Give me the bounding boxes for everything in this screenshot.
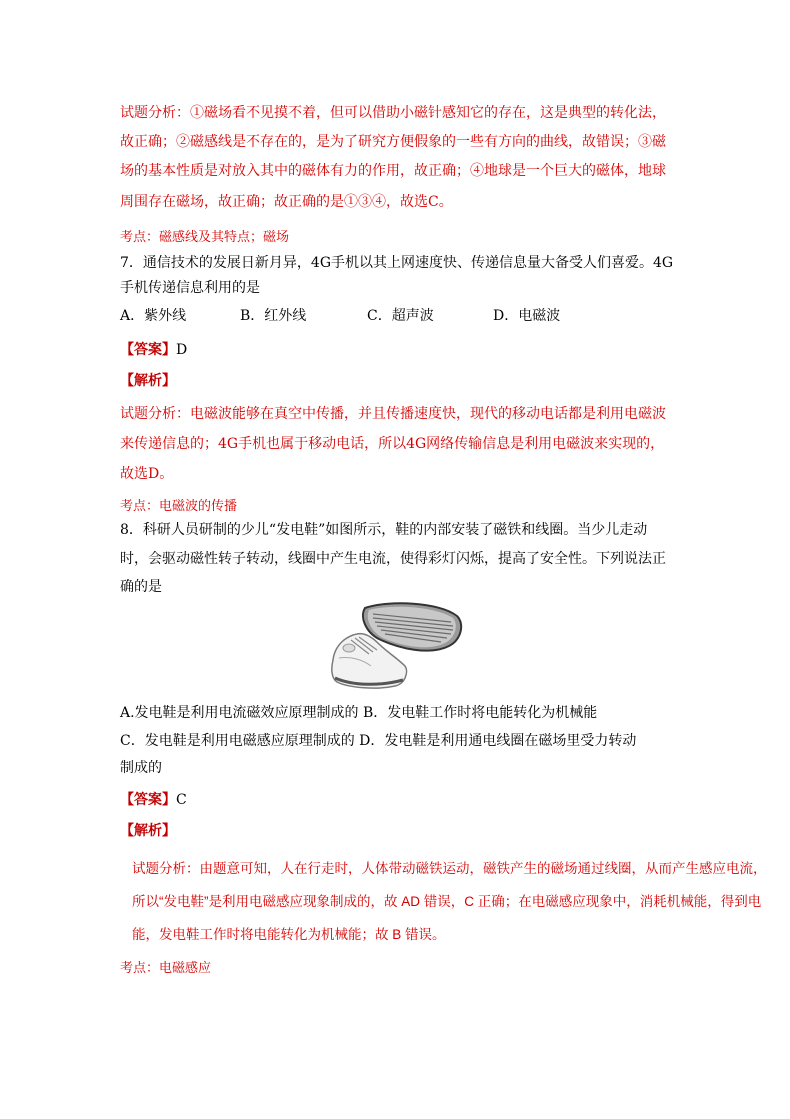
- q6-analysis-line-1: 试题分析：①磁场看不见摸不着，但可以借助小磁针感知它的存在，这是典型的转化法，: [120, 105, 666, 121]
- q7-jiexi-label: 【解析】: [120, 373, 176, 389]
- q7-answer-label: 【答案】: [120, 342, 176, 358]
- q8-answer-label: 【答案】: [120, 792, 176, 808]
- q8-answer: [120, 791, 187, 809]
- q7-answer: [120, 341, 187, 359]
- q8-stem-line-2: 时，会驱动磁性转子转动，线圈中产生电流，使得彩灯闪烁，提高了安全性。下列说法正: [120, 551, 666, 567]
- q7-stem-line-2: 手机传递信息利用的是: [120, 280, 260, 296]
- q7-option-a: A．紫外线: [120, 308, 187, 324]
- shoe-image: [329, 600, 465, 696]
- q8-analysis-line-3: 能，发电鞋工作时将电能转化为机械能；故 B 错误。: [132, 927, 446, 942]
- q7-option-c: C．超声波: [367, 308, 434, 324]
- q8-options-line-1: A.发电鞋是利用电流磁效应原理制成的 B．发电鞋工作时将电能转化为机械能: [120, 705, 598, 721]
- q7-option-d: D．电磁波: [493, 308, 561, 324]
- q8-jiexi-label: 【解析】: [120, 823, 176, 839]
- q7-answer-value: D: [176, 342, 188, 358]
- q6-analysis-line-3: 场的基本性质是对放入其中的磁体有力的作用，故正确；④地球是一个巨大的磁体，地球: [120, 163, 666, 179]
- q6-analysis-line-4: 周围存在磁场，故正确；故正确的是①③④，故选C。: [120, 194, 453, 210]
- q8-stem-line-1: 8．科研人员研制的少儿“发电鞋”如图所示，鞋的内部安装了磁铁和线圈。当少儿走动: [120, 522, 648, 538]
- q7-stem-line-1: 7．通信技术的发展日新月异，4G手机以其上网速度快、传递信息量大备受人们喜爱。4G: [120, 255, 674, 271]
- q7-analysis-line-1: 试题分析：电磁波能够在真空中传播，并且传播速度快，现代的移动电话都是利用电磁波: [120, 406, 666, 422]
- q8-options-line-3: 制成的: [120, 760, 162, 776]
- q7-option-b: B．红外线: [240, 308, 307, 324]
- q7-analysis-line-3: 故选D。: [120, 466, 174, 482]
- q8-analysis-line-1: 试题分析：由题意可知，人在行走时，人体带动磁铁运动，磁铁产生的磁场通过线圈，从而产生感应电流，: [132, 861, 767, 876]
- q8-kaodian: 考点：电磁感应: [120, 961, 212, 976]
- q7-analysis-line-2: 来传递信息的；4G手机也属于移动电话，所以4G网络传输信息是利用电磁波来实现的，: [120, 436, 665, 452]
- q7-kaodian: 考点：电磁波的传播: [120, 499, 238, 514]
- q8-answer-value: C: [176, 792, 187, 808]
- q6-kaodian: 考点：磁感线及其特点；磁场: [120, 230, 290, 245]
- q8-analysis-line-2: 所以“发电鞋”是利用电磁感应现象制成的，故 AD 错误，C 正确；在电磁感应现象中，消耗机械能，得到电: [132, 894, 762, 909]
- q6-analysis-line-2: 故正确；②磁感线是不存在的，是为了研究方便假象的一些有方向的曲线，故错误；③磁: [120, 134, 666, 150]
- q8-options-line-2: C．发电鞋是利用电磁感应原理制成的 D．发电鞋是利用通电线圈在磁场里受力转动: [120, 733, 637, 749]
- q8-stem-line-3: 确的是: [120, 579, 162, 595]
